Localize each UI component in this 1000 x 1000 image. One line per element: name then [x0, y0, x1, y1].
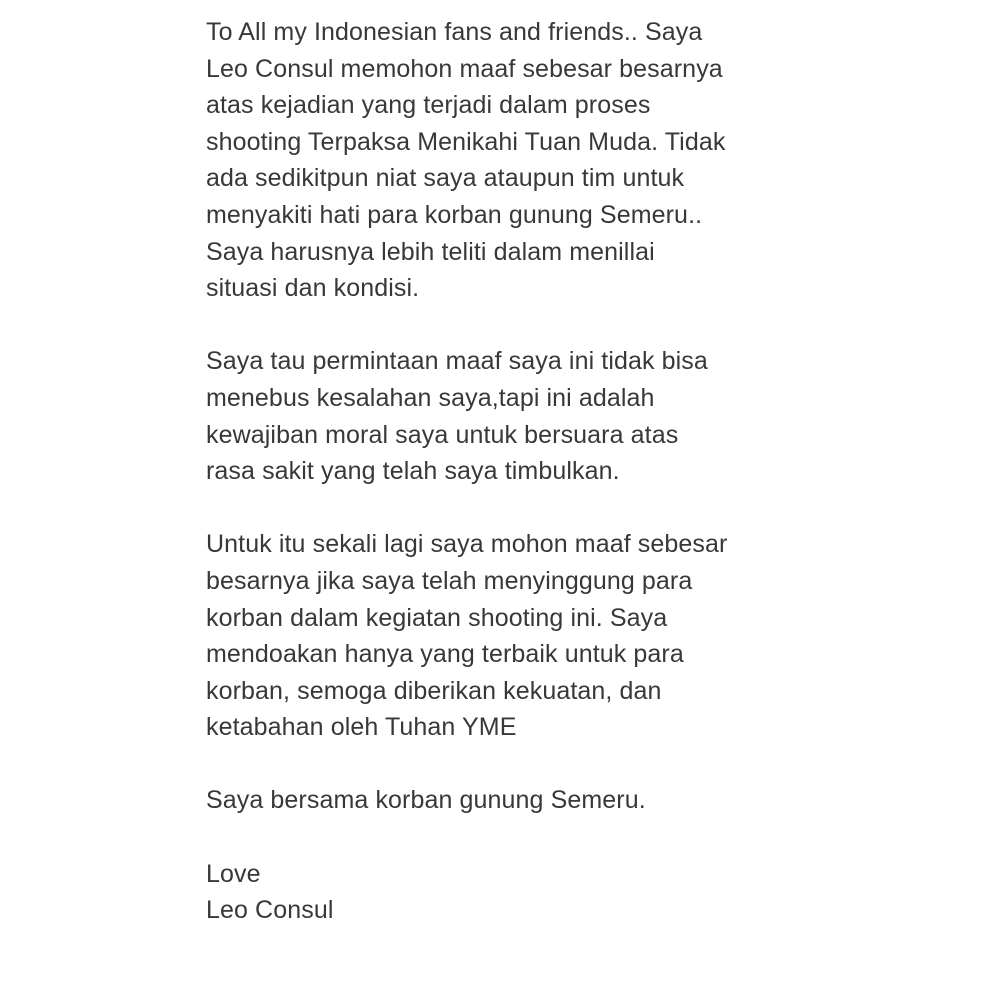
text-line: shooting Terpaksa Menikahi Tuan Muda. Tidak — [206, 127, 726, 156]
text-line: rasa sakit yang telah saya timbulkan. — [206, 457, 620, 486]
text-line: korban dalam kegiatan shooting ini. Saya — [206, 603, 668, 632]
text-line: ada sedikitpun niat saya ataupun tim untuk — [206, 164, 685, 193]
paragraph-prayer — [206, 526, 846, 746]
text-line: mendoakan hanya yang terbaik untuk para — [206, 640, 684, 669]
paragraph-apology — [206, 14, 846, 307]
text-line: Leo Consul memohon maaf sebesar besarnya — [206, 54, 723, 83]
text-line: korban, semoga diberikan kekuatan, dan — [206, 676, 662, 705]
text-line: Saya harusnya lebih teliti dalam menillai — [206, 237, 655, 266]
paragraph-moral-obligation — [206, 343, 846, 489]
letter-signoff — [206, 856, 846, 929]
signature-name: Leo Consul — [206, 896, 334, 925]
apology-letter — [206, 14, 846, 929]
text-line: Saya bersama korban gunung Semeru. — [206, 786, 646, 815]
text-line: Saya tau permintaan maaf saya ini tidak bisa — [206, 347, 708, 376]
text-line: Untuk itu sekali lagi saya mohon maaf sebesar — [206, 530, 728, 559]
text-line: besarnya jika saya telah menyinggung para — [206, 566, 693, 595]
text-line: menyakiti hati para korban gunung Semeru.. — [206, 200, 703, 229]
text-line: ketabahan oleh Tuhan YME — [206, 713, 517, 742]
closing-text: Love — [206, 859, 261, 888]
text-line: atas kejadian yang terjadi dalam proses — [206, 91, 651, 120]
text-line: menebus kesalahan saya,tapi ini adalah — [206, 383, 655, 412]
text-line: kewajiban moral saya untuk bersuara atas — [206, 420, 679, 449]
text-line: situasi dan kondisi. — [206, 274, 420, 303]
text-line: To All my Indonesian fans and friends.. Saya — [206, 18, 703, 46]
paragraph-solidarity — [206, 782, 846, 819]
